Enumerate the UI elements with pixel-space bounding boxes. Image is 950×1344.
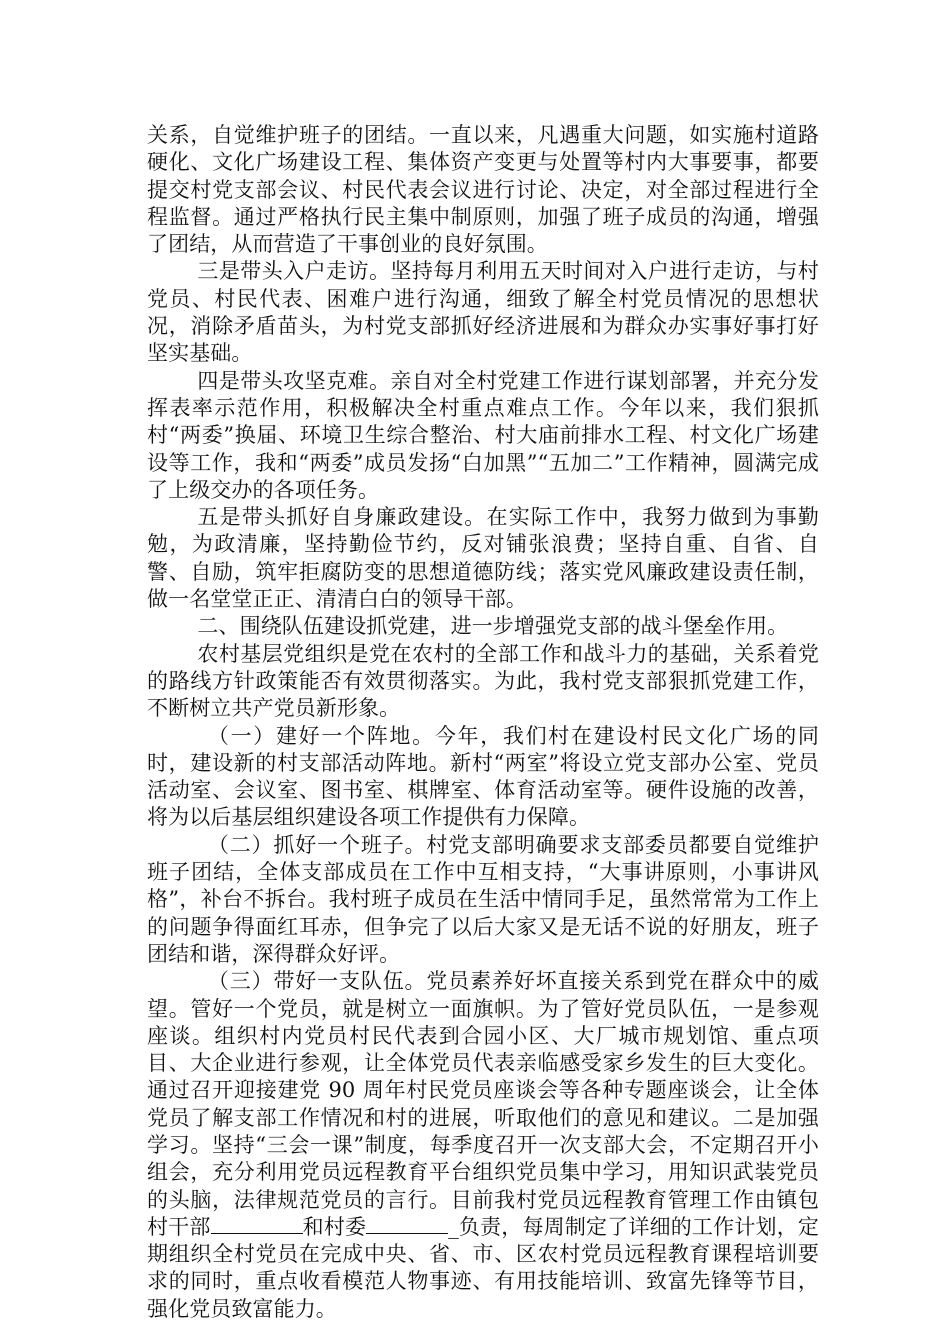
paragraph-lead-team (147, 968, 819, 1323)
blank-field-village-committee (366, 1215, 448, 1234)
paragraph-lead-team-mid: 和村委 (302, 1214, 367, 1239)
document-body (147, 122, 819, 1323)
paragraph-integrity-building: 五是带头抓好自身廉政建设。在实际工作中，我努力做到为事勤勉，为政清廉，坚持勤俭节约，反对铺张浪费；坚持自重、自省、自警、自励，筑牢拒腐防变的思想道德防线；落实党风廉政建设责任制，做一名堂堂正正、清清白白的领导干部。 (147, 505, 819, 612)
paragraph-grassroots-organization: 农村基层党组织是党在农村的全部工作和战斗力的基础，关系着党的路线方针政策能否有效贯彻落实。为此，我村党支部狠抓党建工作，不断树立共产党员新形象。 (147, 641, 819, 721)
paragraph-team-unity: 关系，自觉维护班子的团结。一直以来，凡遇重大问题，如实施村道路硬化、文化广场建设工程、集体资产变更与处置等村内大事要事，都要提交村党支部会议、村民代表会议进行讨论、决定，对全部过程进行全程监督。通过严格执行民主集中制原则，加强了班子成员的沟通，增强了团结，从而营造了干事创业的良好氛围。 (147, 123, 819, 257)
paragraph-manage-leadership: （二）抓好一个班子。村党支部明确要求支部委员都要自觉维护班子团结，全体支部成员在工作中互相支持，“大事讲原则，小事讲风格”，补台不拆台。我村班子成员在生活中情同手足，虽然常常为工作上的问题争得面红耳赤，但争完了以后大家又是无话不说的好朋友，班子团结和谐，深得群众好评。 (147, 832, 819, 966)
paragraph-household-visits: 三是带头入户走访。坚持每月利用五天时间对入户进行走访，与村党员、村民代表、困难户进行沟通，细致了解全村党员情况的思想状况，消除矛盾苗头，为村党支部抓好经济进展和为群众办实事好事打好坚实基础。 (147, 259, 819, 366)
paragraph-lead-team-lead: （三）带好一支队伍。党员素养好坏直接关系到党在群众中的威望。管好一个党员，就是树立一面旗帜。为了管好党员队伍，一是参观座谈。组织村内党员村民代表到合园小区、大厂城市规划馆、重点项目、大企业进行参观，让全体党员代表亲临感受家乡发生的巨大变化。通过召开迎接建党 90 周年村民党员座谈会等各种专题座谈会，让全体党员了解支部工作情况和村的进展，听取他们的意见和建议。二是加强学习。坚持“三会一课”制度，每季度召开一次支部大会，不定期召开小组会，充分利用党员远程教育平台组织党员集中学习，用知识武装党员的头脑，法律规范党员的言行。目前我村党员远程教育管理工作由镇包村干部 (147, 969, 819, 1239)
paragraph-build-position: （一）建好一个阵地。今年，我们村在建设村民文化广场的同时，建设新的村支部活动阵地。新村“两室”将设立党支部办公室、党员活动室、会议室、图书室、棋牌室、体育活动室等。硬件设施的改善，将为以后基层组织建设各项工作提供有力保障。 (147, 723, 819, 830)
paragraph-tackle-difficulties: 四是带头攻坚克难。亲自对全村党建工作进行谋划部署，并充分发挥表率示范作用，积极解决全村重点难点工作。今年以来，我们狠抓村“两委”换届、环境卫生综合整治、村大庙前排水工程、村文化广场建设等工作，我和“两委”成员发扬“白加黑”“五加二”工作精神，圆满完成了上级交办的各项任务。 (147, 368, 819, 502)
paragraph-lead-team-tail: _负责，每周制定了详细的工作计划，定期组织全村党员在完成中央、省、市、区农村党员远程教育课程培训要求的同时，重点收看模范人物事迹、有用技能培训、致富先锋等节目，强化党员致富能力。 (147, 1214, 819, 1321)
blank-field-town-cadre (211, 1215, 303, 1234)
section-heading-team-building: 二、围绕队伍建设抓党建，进一步增强党支部的战斗堡垒作用。 (197, 614, 789, 639)
